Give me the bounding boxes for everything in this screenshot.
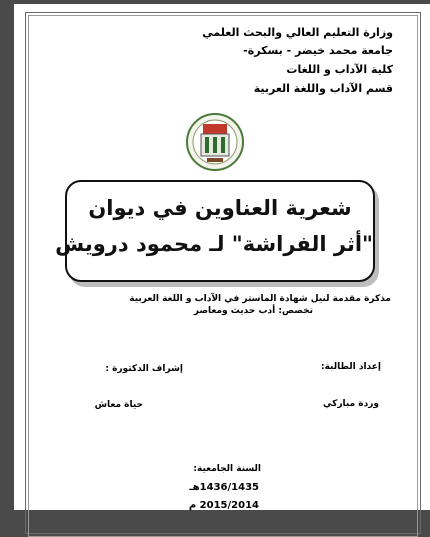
supervisor-name: حياة معاش (94, 400, 143, 410)
university-seal-icon (183, 112, 247, 172)
ministry-name: وزارة التعليم العالي والبحث العلمي (202, 26, 393, 39)
student-label: إعداد الطالبة: (321, 362, 381, 372)
thesis-title-box (55, 180, 375, 282)
thesis-title-line-1: شعرية العناوين في ديوان (88, 196, 352, 220)
thesis-specialty: تخصص: أدب حديث ومعاصر (193, 306, 313, 316)
supervisor-label: إشراف الدكتورة : (105, 364, 183, 374)
academic-year-gregorian: 2015/2014 م (188, 500, 259, 511)
student-name: وردة مباركي (323, 399, 379, 409)
thesis-purpose: مذكرة مقدمة لنيل شهادة الماستر في الآداب و اللغة العربية (129, 294, 391, 304)
faculty-name: كلية الآداب و اللغات (286, 63, 393, 76)
department-name: قسم الآداب واللغة العربية (253, 82, 393, 95)
academic-year-label: السنة الجامعية: (193, 464, 261, 474)
university-name: جامعة محمد خيضر - بسكرة- (243, 44, 393, 57)
thesis-title-line-2: "أثر الفراشة" لـ محمود درويش (55, 232, 373, 256)
document-page (14, 4, 430, 510)
academic-year-hijri: 1436/1435هـ (189, 482, 259, 493)
